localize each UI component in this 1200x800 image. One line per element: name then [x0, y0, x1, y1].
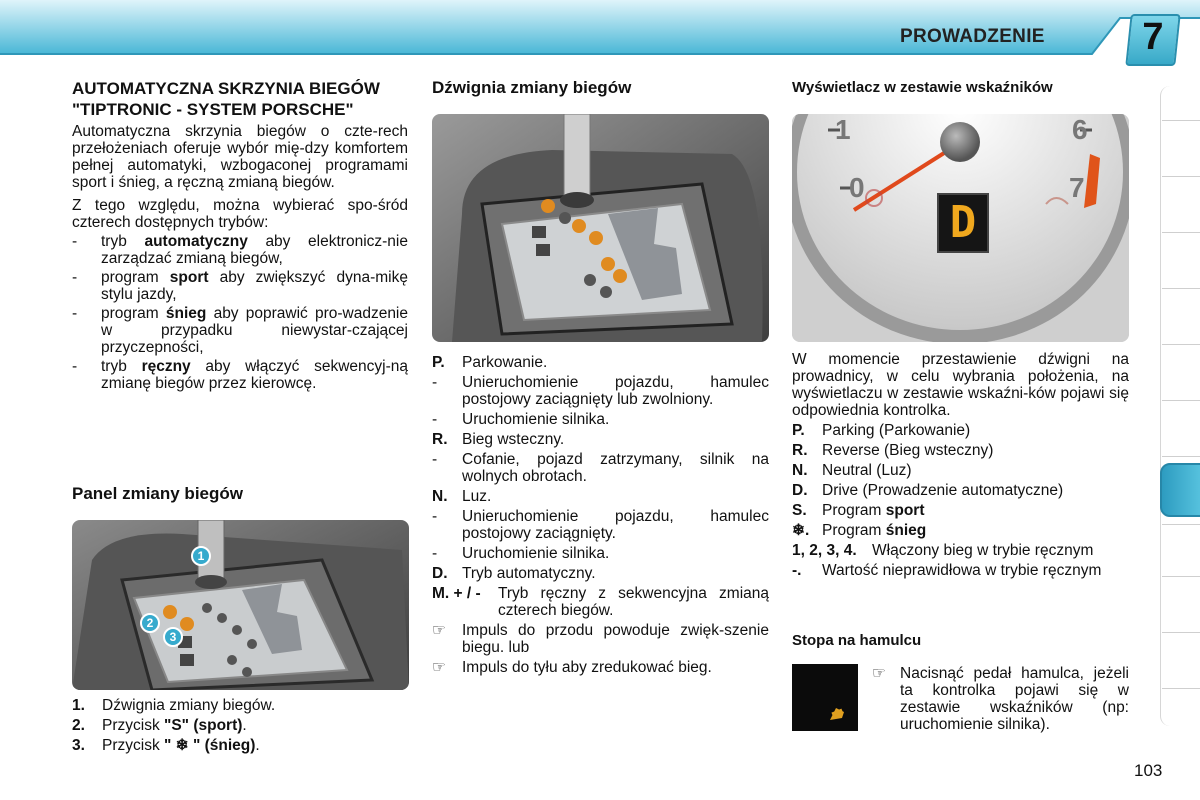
- edge-divider: [1162, 344, 1200, 345]
- list-item: - Unieruchomienie pojazdu, hamulec postojowy zaciągnięty lub zwolniony.: [432, 374, 769, 408]
- edge-divider: [1162, 232, 1200, 233]
- list-item: P. Parking (Parkowanie): [792, 422, 971, 439]
- list-item: 1, 2, 3, 4. Włączony bieg w trybie ręcznym: [792, 542, 1094, 559]
- callout-1: 1: [191, 546, 211, 566]
- gauge-tick-0: 0: [849, 172, 865, 203]
- brake-warning-icon: [792, 664, 858, 731]
- edge-divider: [1162, 120, 1200, 121]
- list-item: D. Tryb automatyczny.: [432, 565, 596, 582]
- display-text: [792, 351, 1129, 579]
- legend-item: 2. Przycisk "S" (sport).: [72, 717, 247, 734]
- active-chapter-tab[interactable]: [1160, 463, 1200, 517]
- edge-divider: [1162, 400, 1200, 401]
- list-item: N. Neutral (Luz): [792, 462, 912, 479]
- list-item: - Uruchomienie silnika.: [432, 411, 610, 428]
- callout-3: 3: [163, 627, 183, 647]
- list-item: - Cofanie, pojazd zatrzymany, silnik na wolnych obrotach.: [432, 451, 769, 485]
- list-item: M. + / - Tryb ręczny z sekwencyjna zmianą czterech biegów.: [432, 585, 769, 619]
- list-item: - Uruchomienie silnika.: [432, 545, 610, 562]
- foot-on-brake-icon: [792, 664, 858, 731]
- chapter-number: 7: [1142, 16, 1164, 58]
- edge-divider: [1162, 288, 1200, 289]
- list-item: ☞ Impuls do przodu powoduje zwięk-szenie biegu. lub: [432, 622, 769, 656]
- list-item: P. Parkowanie.: [432, 354, 548, 371]
- panel-heading: Panel zmiany biegów: [72, 484, 243, 503]
- gear-lever-photo: [432, 114, 769, 342]
- brake-heading: Stopa na hamulcu: [792, 632, 922, 649]
- callout-2: 2: [140, 613, 160, 633]
- page-number: 103: [1134, 761, 1163, 780]
- mode-list: [72, 233, 408, 392]
- list-item: ☞ Impuls do tyłu aby zredukować bieg.: [432, 659, 712, 676]
- intro-paragraph: Automatyczna skrzynia biegów o czte-rech przełożeniach oferuje wybór mię-dzy komfortem pełnej automatyki, wzbogaconej programami sport i śnieg, a ręczną zmianą biegów.: [72, 123, 408, 191]
- list-item: ☞ Nacisnąć pedał hamulca, jeżeli ta kontrolka pojawi się w zestawie wskaźników (np: uruchomienie silnika).: [872, 665, 1129, 733]
- display-intro: W momencie przestawienie dźwigni na prowadnicy, w celu wybrania położenia, na wyświetlaczu w zestawie wskaźni-ków pojawi się odpowiednia kontrolka.: [792, 351, 1129, 419]
- brake-text-block: [872, 662, 1129, 733]
- legend-item: 3. Przycisk " ❄ " (śnieg).: [72, 737, 260, 754]
- edge-divider: [1162, 456, 1200, 457]
- legend-item: 1. Dźwignia zmiany biegów.: [72, 697, 276, 714]
- edge-divider: [1162, 688, 1200, 689]
- edge-divider: [1162, 176, 1200, 177]
- section-heading: AUTOMATYCZNA SKRZYNIA BIEGÓW "TIPTRONIC - SYSTEM PORSCHE": [72, 79, 380, 119]
- list-item: R. Bieg wsteczny.: [432, 431, 565, 448]
- cluster-display-photo: [792, 114, 1129, 342]
- intro-paragraph-2: Z tego względu, można wybierać spo-śród czterech dostępnych trybów:: [72, 197, 408, 231]
- gauge-tick-6: 6: [1072, 114, 1088, 145]
- lever-heading: Dźwignia zmiany biegów: [432, 78, 632, 97]
- shift-panel-photo: [72, 520, 409, 690]
- list-item: - tryb automatyczny aby elektronicz-nie zarządzać zmianą biegów,: [72, 233, 408, 267]
- display-heading: Wyświetlacz w zestawie wskaźników: [792, 79, 1053, 96]
- list-item: N. Luz.: [432, 488, 492, 505]
- column-automatic-gearbox: [72, 78, 408, 392]
- list-item: - program śnieg aby poprawić pro-wadzenie w przypadku niewystar-czającej przyczepności,: [72, 305, 408, 356]
- list-item: -. Wartość nieprawidłowa w trybie ręcznym: [792, 562, 1102, 579]
- list-item: S. Program sport: [792, 502, 925, 519]
- edge-divider: [1162, 632, 1200, 633]
- edge-divider: [1162, 524, 1200, 525]
- gauge-tick-7: 7: [1069, 172, 1085, 203]
- gauge-tick-1: 1: [835, 114, 851, 145]
- list-item: R. Reverse (Bieg wsteczny): [792, 442, 994, 459]
- edge-divider: [1162, 576, 1200, 577]
- list-item: - program sport aby zwiększyć dyna-mikę stylu jazdy,: [72, 269, 408, 303]
- list-item: ❄. Program śnieg: [792, 522, 927, 539]
- chapter-title: PROWADZENIE: [900, 26, 1045, 47]
- list-item: - tryb ręczny aby włączyć sekwencyj-ną zmianę biegów przez kierowcę.: [72, 358, 408, 392]
- list-item: - Unieruchomienie pojazdu, hamulec postojowy zaciągnięty.: [432, 508, 769, 542]
- edge-rail: [1160, 86, 1170, 726]
- lever-positions-list: [432, 351, 769, 676]
- list-item: D. Drive (Prowadzenie automatyczne): [792, 482, 1064, 499]
- gear-indicator: D: [949, 197, 977, 248]
- panel-legend: [72, 694, 408, 754]
